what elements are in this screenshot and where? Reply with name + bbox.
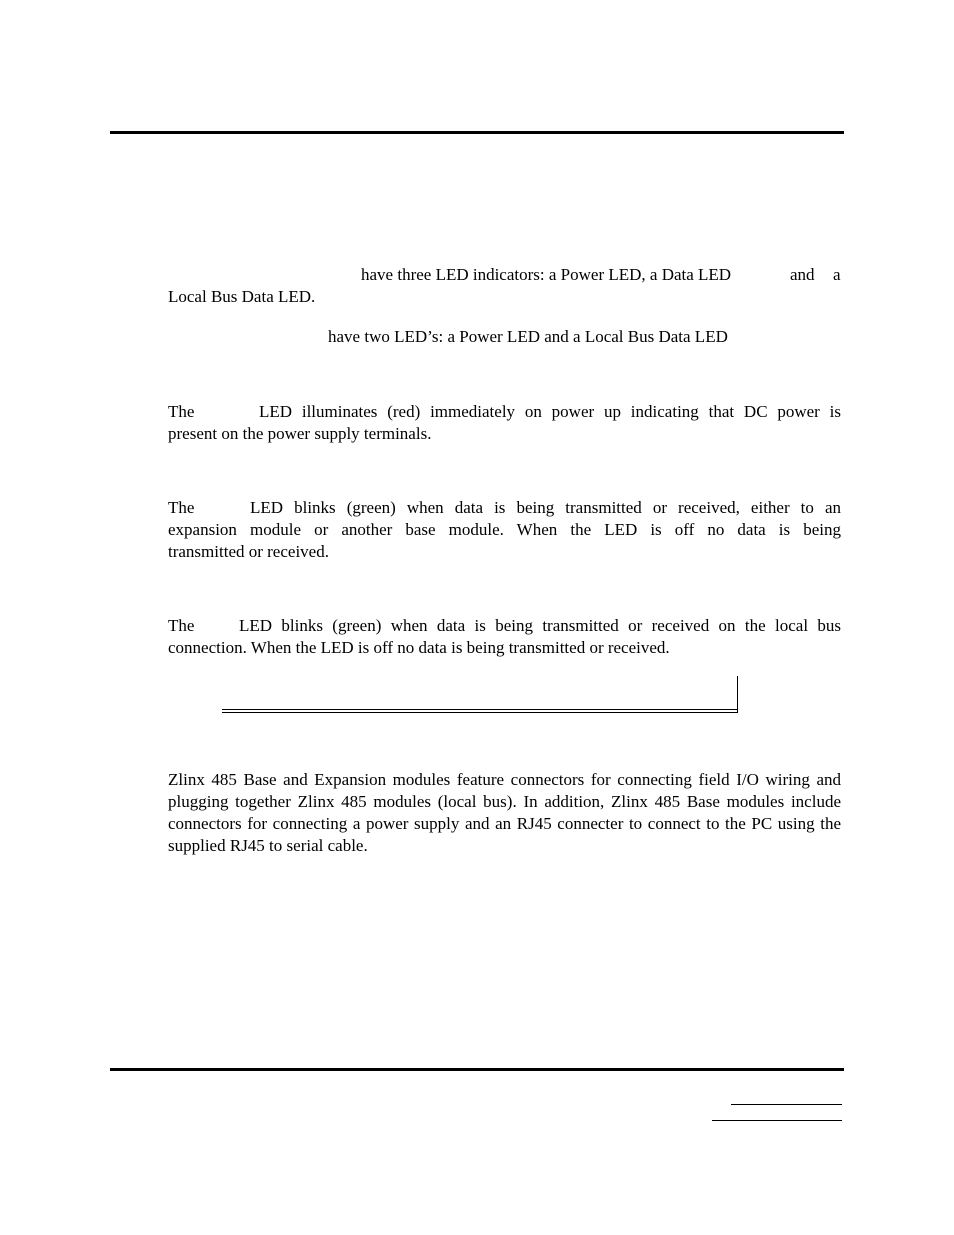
data-led-text-line1: LED blinks (green) when data is being transmitted or received, either to an xyxy=(250,498,841,517)
power-led-text-line1: LED illuminates (red) immediately on power up indicating that DC power is xyxy=(259,402,841,421)
power-led-the: The xyxy=(168,402,195,421)
footer-link-underline-2[interactable] xyxy=(712,1120,842,1121)
footer-link-underline-1[interactable] xyxy=(731,1104,842,1105)
base-led-intro-cont: Local Bus Data LED. xyxy=(168,287,316,306)
heading-box-underline-double xyxy=(222,712,738,713)
power-led-text-line2: present on the power supply terminals. xyxy=(168,424,432,443)
connectors-paragraph: Zlinx 485 Base and Expansion modules feature connectors for connecting field I/O wiring and plugging together Zlinx 485 modules (local bus). In addition, Zlinx 485 Base modules include connectors for connecting a power supply and an RJ45 connecter to connect to the PC using the supplied RJ45 to serial cable. xyxy=(168,770,841,855)
data-led-text-line3: transmitted or received. xyxy=(168,542,329,561)
data-led-the: The xyxy=(168,498,195,517)
local-bus-led-the: The xyxy=(168,616,195,635)
data-led-text-line2: expansion module or another base module. When the LED is off no data is being xyxy=(168,520,841,539)
local-bus-led-text-line1: LED blinks (green) when data is being transmitted or received on the local bus xyxy=(239,616,841,635)
header-rule xyxy=(110,131,844,134)
base-led-and: and xyxy=(790,265,815,284)
footer-rule xyxy=(110,1068,844,1071)
expansion-led-intro: have two LED’s: a Power LED and a Local Bus Data LED xyxy=(328,327,728,346)
local-bus-led-text-line2: connection. When the LED is off no data is being transmitted or received. xyxy=(168,638,670,657)
base-led-intro: have three LED indicators: a Power LED, a Data LED xyxy=(361,265,732,284)
heading-box-underline xyxy=(222,709,738,710)
heading-box-edge xyxy=(737,676,738,712)
base-led-a: a xyxy=(833,265,841,284)
